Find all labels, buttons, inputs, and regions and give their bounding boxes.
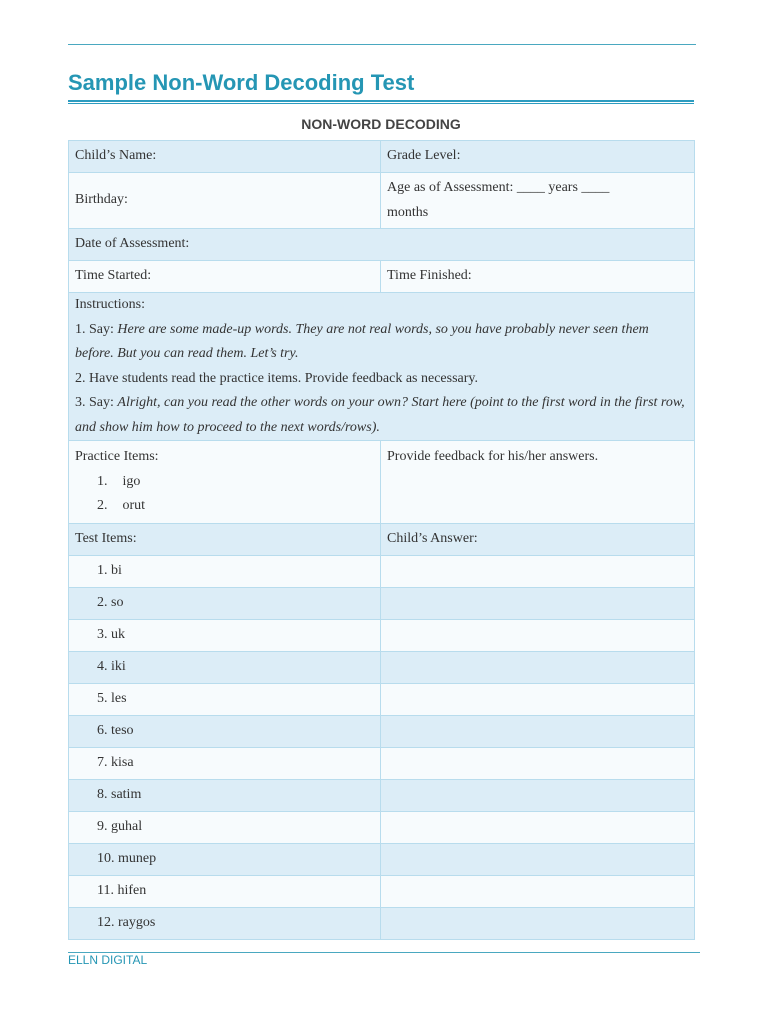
practice-row bbox=[69, 441, 695, 524]
instruction-step-1 bbox=[75, 318, 688, 367]
test-item-row bbox=[69, 811, 695, 843]
test-item-row bbox=[69, 715, 695, 747]
test-item-word: 2. so bbox=[69, 587, 381, 619]
answer-cell[interactable] bbox=[381, 843, 695, 875]
answer-cell[interactable] bbox=[381, 715, 695, 747]
practice-item-word: orut bbox=[122, 498, 146, 513]
practice-item bbox=[75, 494, 374, 519]
test-item-row bbox=[69, 747, 695, 779]
test-item-row bbox=[69, 555, 695, 587]
time-row bbox=[69, 261, 695, 293]
test-item-word: 4. iki bbox=[69, 651, 381, 683]
practice-items-label: Practice Items: bbox=[75, 449, 159, 464]
assessment-table bbox=[68, 140, 695, 940]
time-finished-field: Time Finished: bbox=[381, 261, 695, 293]
name-row bbox=[69, 141, 695, 173]
step-3-script: Alright, can you read the other words on your own? Start here (point to the first word in the first row, and show him how to proceed to the next words/rows). bbox=[75, 395, 685, 435]
section-heading: NON-WORD DECODING bbox=[301, 116, 461, 132]
grade-level-field: Grade Level: bbox=[381, 141, 695, 173]
test-item-row bbox=[69, 619, 695, 651]
step-1-script: Here are some made-up words. They are not real words, so you have probably never seen them before. But you can read them. Let’s try. bbox=[75, 321, 649, 361]
age-field bbox=[381, 173, 695, 229]
test-item-row bbox=[69, 587, 695, 619]
bottom-rule bbox=[68, 952, 700, 953]
instructions-label: Instructions: bbox=[75, 297, 145, 312]
age-line-1: Age as of Assessment: ____ years ____ bbox=[387, 180, 610, 195]
test-item-word: 7. kisa bbox=[69, 747, 381, 779]
answer-cell[interactable] bbox=[381, 907, 695, 939]
instruction-step-3 bbox=[75, 391, 688, 440]
test-item-word: 3. uk bbox=[69, 619, 381, 651]
answer-cell[interactable] bbox=[381, 747, 695, 779]
step-1-prefix: 1. Say: bbox=[75, 321, 118, 337]
test-item-row bbox=[69, 651, 695, 683]
practice-item-word: igo bbox=[122, 473, 141, 489]
date-of-assessment-field: Date of Assessment: bbox=[69, 229, 695, 261]
practice-item-number: 2. bbox=[97, 498, 108, 513]
answer-cell[interactable] bbox=[381, 651, 695, 683]
birthday-row bbox=[69, 173, 695, 229]
test-item-word: 5. les bbox=[69, 683, 381, 715]
childs-answer-label: Child’s Answer: bbox=[381, 523, 695, 555]
test-item-row bbox=[69, 779, 695, 811]
practice-item bbox=[75, 470, 374, 495]
test-item-row bbox=[69, 843, 695, 875]
title-rule bbox=[68, 100, 694, 104]
instructions-cell bbox=[69, 293, 695, 441]
answer-cell[interactable] bbox=[381, 811, 695, 843]
age-line-2: months bbox=[387, 204, 429, 220]
test-item-word: 1. bi bbox=[69, 555, 381, 587]
test-item-word: 11. hifen bbox=[69, 875, 381, 907]
test-item-row bbox=[69, 907, 695, 939]
page-title: Sample Non-Word Decoding Test bbox=[68, 70, 415, 95]
answer-cell[interactable] bbox=[381, 587, 695, 619]
answer-cell[interactable] bbox=[381, 779, 695, 811]
test-header-row bbox=[69, 523, 695, 555]
test-items-label: Test Items: bbox=[69, 523, 381, 555]
instructions-row bbox=[69, 293, 695, 441]
test-item-word: 9. guhal bbox=[69, 811, 381, 843]
test-item-row bbox=[69, 683, 695, 715]
footer-brand: ELLN DIGITAL bbox=[68, 953, 148, 967]
test-item-word: 12. raygos bbox=[69, 907, 381, 939]
step-3-prefix: 3. Say: bbox=[75, 395, 118, 410]
practice-items-cell bbox=[69, 441, 381, 524]
instruction-step-2: 2. Have students read the practice items. Provide feedback as necessary. bbox=[75, 370, 478, 386]
childs-name-field: Child’s Name: bbox=[69, 141, 381, 173]
test-item-word: 8. satim bbox=[69, 779, 381, 811]
test-item-word: 10. munep bbox=[69, 843, 381, 875]
practice-item-number: 1. bbox=[97, 473, 108, 489]
birthday-field: Birthday: bbox=[69, 173, 381, 229]
answer-cell[interactable] bbox=[381, 555, 695, 587]
test-item-row bbox=[69, 875, 695, 907]
top-rule bbox=[68, 44, 696, 45]
time-started-field: Time Started: bbox=[69, 261, 381, 293]
practice-feedback-cell: Provide feedback for his/her answers. bbox=[381, 441, 695, 524]
answer-cell[interactable] bbox=[381, 683, 695, 715]
date-row bbox=[69, 229, 695, 261]
answer-cell[interactable] bbox=[381, 875, 695, 907]
answer-cell[interactable] bbox=[381, 619, 695, 651]
test-item-word: 6. teso bbox=[69, 715, 381, 747]
